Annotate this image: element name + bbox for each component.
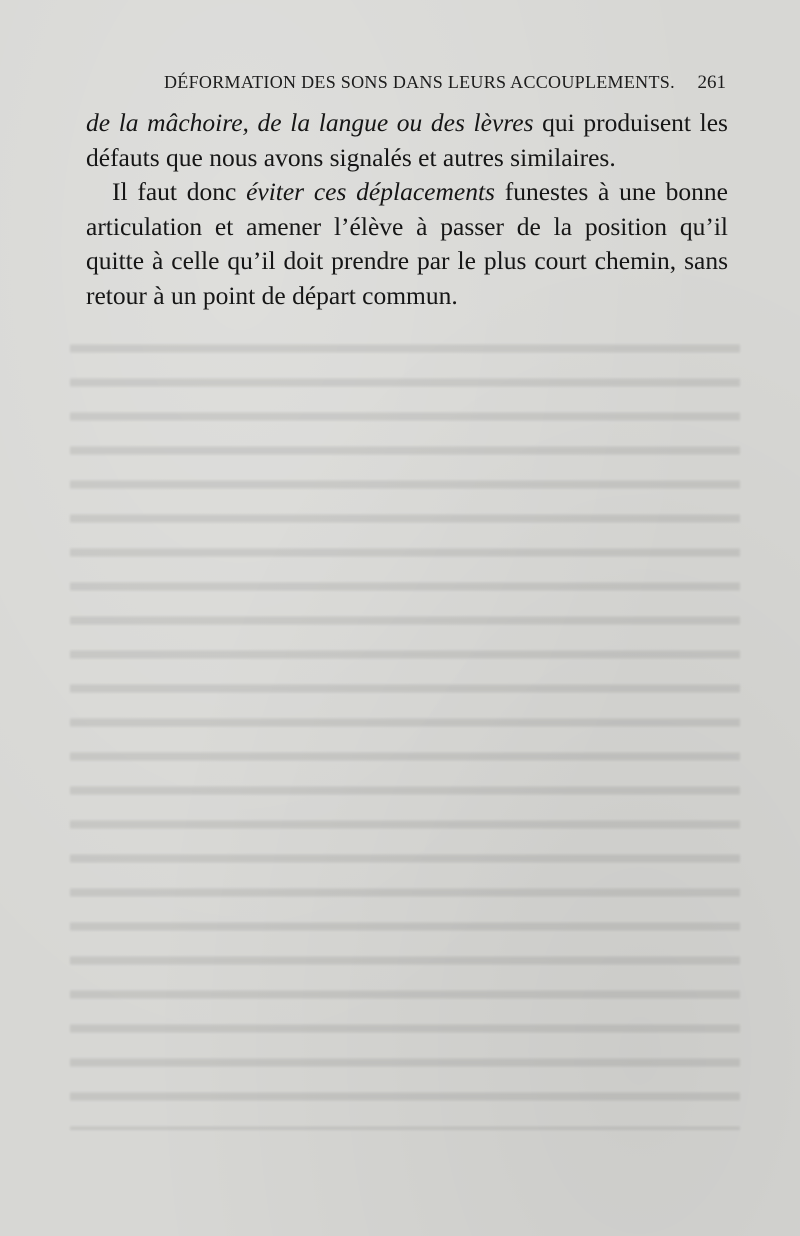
running-head: DÉFORMATION DES SONS DANS LEURS ACCOUPLEMENTS. [164, 72, 675, 92]
paragraph-2-text-start: Il faut donc [112, 177, 247, 206]
paragraph-1 [86, 106, 728, 175]
paragraph-1-italic-phrase: de la mâchoire, de la langue ou des lèvres [86, 108, 534, 137]
body-text [86, 106, 728, 313]
paragraph-1-text: qui produisent les défauts que nous avons signalés et autres similaires. [86, 108, 728, 172]
paragraph-2-text-end: funestes à une bonne articulation et amener l’élève à passer de la position qu’il quitte à celle qu’il doit prendre par le plus court chemin, sans retour à un point de départ commun. [86, 177, 729, 310]
paragraph-2 [86, 175, 728, 313]
show-through-bleed [70, 330, 740, 1130]
page-number: 261 [697, 72, 726, 93]
page-header [86, 72, 726, 98]
paragraph-2-italic-phrase: éviter ces déplacements [246, 177, 495, 206]
